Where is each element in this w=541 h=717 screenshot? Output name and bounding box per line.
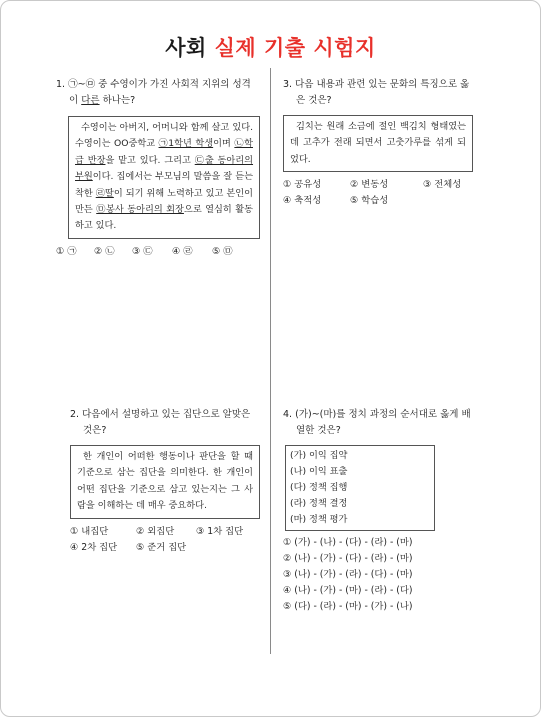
list-item: (라) 정책 결정 bbox=[290, 498, 348, 509]
question-1 bbox=[56, 77, 260, 260]
question-4-options bbox=[283, 535, 473, 615]
option-1[interactable]: ① ㉠ bbox=[56, 245, 77, 257]
question-3-number: 3. bbox=[283, 79, 293, 90]
list-item: (가) 이익 집약 bbox=[290, 450, 348, 461]
option-1[interactable]: ① 공유성 bbox=[283, 179, 322, 191]
question-2-stem: 2. 다음에서 설명하고 있는 집단으로 알맞은 것은? bbox=[70, 409, 251, 436]
option-4[interactable]: ④ ㉣ bbox=[172, 245, 193, 257]
question-4-stem: 4. (가)~(마)를 정치 과정의 순서대로 옳게 배열한 것은? bbox=[283, 409, 471, 436]
option-2[interactable]: ② (나) - (가) - (다) - (라) - (마) bbox=[283, 553, 413, 564]
question-2 bbox=[70, 407, 260, 556]
question-3-options bbox=[283, 177, 473, 209]
list-item: (나) 이익 표출 bbox=[290, 466, 348, 477]
option-3[interactable]: ③ (나) - (가) - (라) - (다) - (마) bbox=[283, 569, 413, 580]
question-1-stem: 1. ㉠~㉤ 중 수영이가 가진 사회적 지위의 성격이 다른 하나는? bbox=[56, 79, 251, 106]
option-3[interactable]: ③ ㉢ bbox=[132, 245, 153, 257]
question-4-passage bbox=[285, 445, 435, 531]
option-5[interactable]: ⑤ ㉤ bbox=[212, 245, 233, 257]
list-item: (마) 정책 평가 bbox=[290, 514, 348, 525]
option-1[interactable]: ① 내집단 bbox=[70, 525, 109, 537]
list-item: (다) 정책 집행 bbox=[290, 482, 348, 493]
question-1-options bbox=[56, 244, 260, 260]
question-3-stem: 3. 다음 내용과 관련 있는 문화의 특징으로 옳은 것은? bbox=[283, 79, 470, 106]
option-3[interactable]: ③ 전체성 bbox=[423, 179, 462, 191]
option-2[interactable]: ② 변동성 bbox=[350, 179, 389, 191]
question-2-passage: 한 개인이 어떠한 행동이나 판단을 할 때 기준으로 삼는 집단을 의미한다. 한 개인이 어떤 집단을 기준으로 삼고 있는지는 그 사람을 이해하는 데 매우 중요하다. bbox=[70, 445, 260, 519]
option-4[interactable]: ④ 2차 집단 bbox=[70, 541, 118, 553]
option-4[interactable]: ④ (나) - (가) - (마) - (라) - (다) bbox=[283, 585, 413, 596]
option-5[interactable]: ⑤ 학습성 bbox=[350, 195, 389, 207]
question-3 bbox=[283, 77, 473, 209]
question-1-number: 1. bbox=[56, 79, 66, 90]
option-4[interactable]: ④ 축적성 bbox=[283, 195, 322, 207]
option-1[interactable]: ① (가) - (나) - (다) - (라) - (마) bbox=[283, 537, 413, 548]
page-title bbox=[0, 32, 541, 62]
question-3-passage: 김치는 원래 소금에 절인 백김치 형태였는데 고추가 전래 되면서 고춧가루를 섞게 되었다. bbox=[283, 115, 473, 172]
column-divider bbox=[270, 68, 271, 654]
title-highlight: 실제 기출 시험지 bbox=[214, 36, 376, 60]
question-1-passage: 수영이는 아버지, 어머니와 함께 살고 있다. 수영이는 OO중학교 ㉠1학년 학생이며 ㉡학급 반장을 맡고 있다. 그리고 ㉢출 동아리의 부원이다. 집에서는 부모님의 말씀을 잘 듣는 착한 ㉣딸이 되기 위해 노력하고 있고 본인이 만든 ㉤봉사 동아리의 회장으로 열심히 활동하고 있다. bbox=[68, 116, 260, 239]
option-2[interactable]: ② ㉡ bbox=[94, 245, 115, 257]
question-4-number: 4. bbox=[283, 409, 293, 420]
option-2[interactable]: ② 외집단 bbox=[136, 525, 175, 537]
option-5[interactable]: ⑤ (다) - (라) - (마) - (가) - (나) bbox=[283, 601, 413, 612]
option-5[interactable]: ⑤ 준거 집단 bbox=[136, 541, 187, 553]
question-2-number: 2. bbox=[70, 409, 80, 420]
title-subject: 사회 bbox=[165, 36, 207, 60]
question-2-options bbox=[70, 524, 260, 556]
question-4 bbox=[283, 407, 473, 615]
option-3[interactable]: ③ 1차 집단 bbox=[196, 525, 244, 537]
